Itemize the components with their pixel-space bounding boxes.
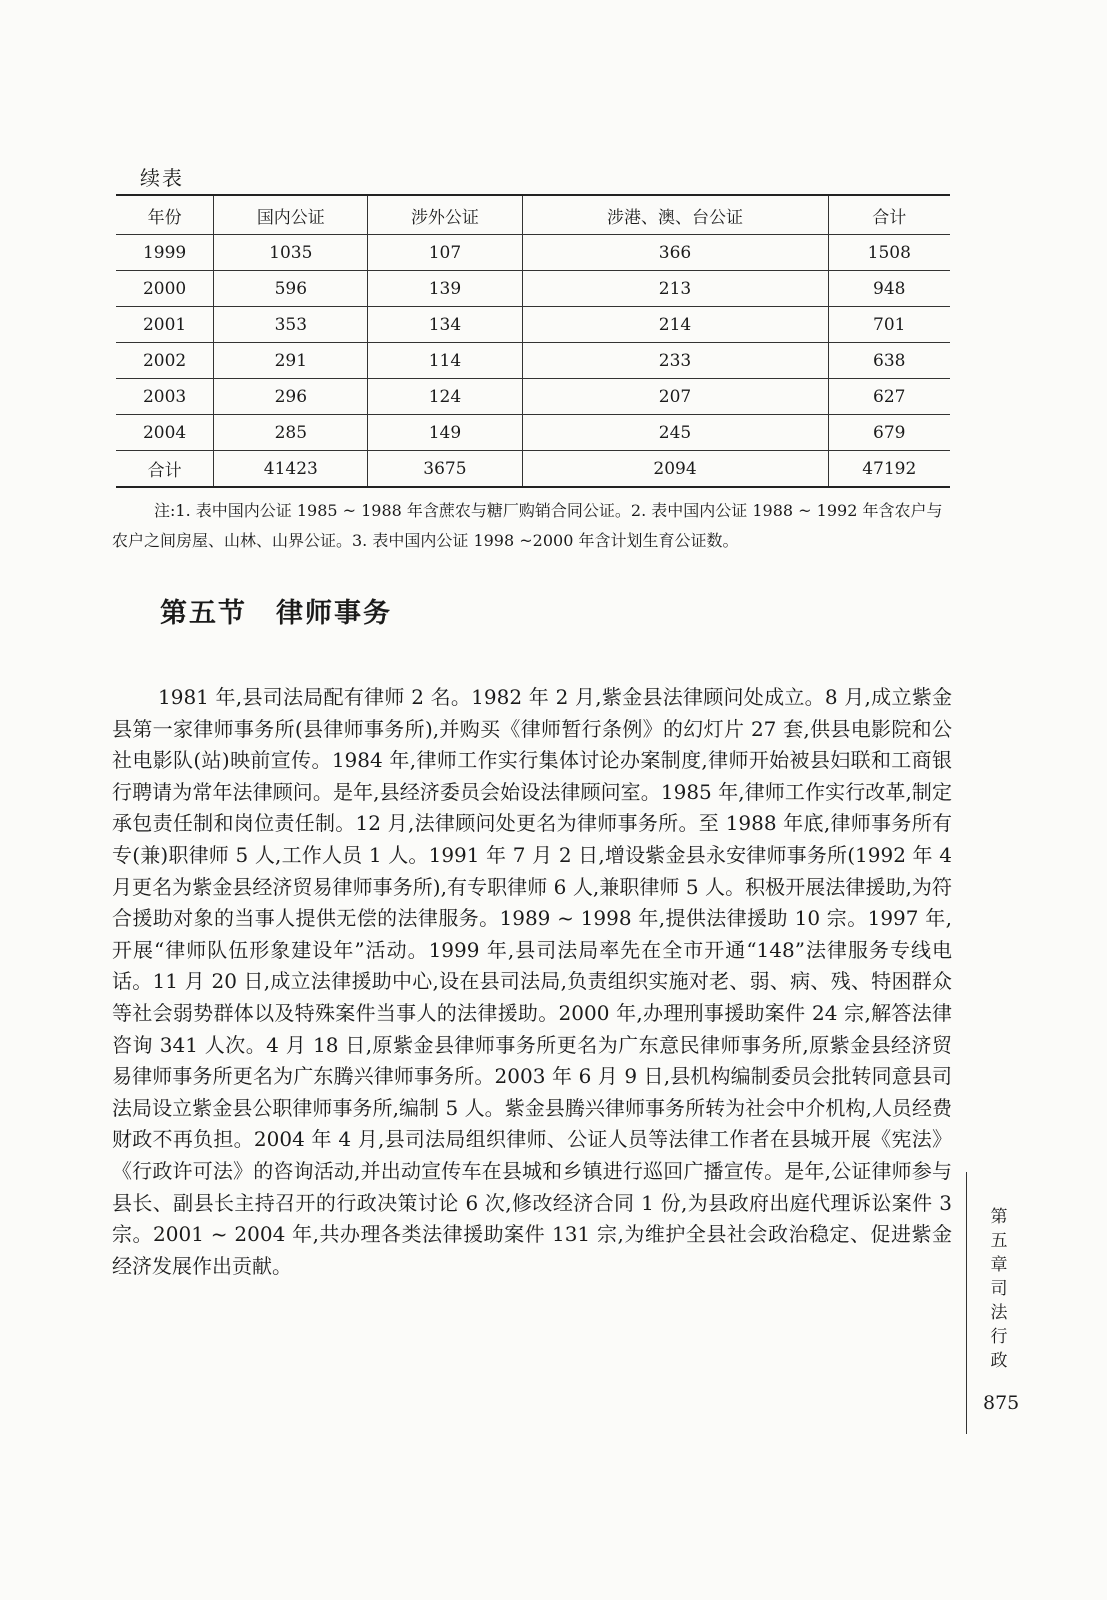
- section-body-paragraph: 1981 年,县司法局配有律师 2 名。1982 年 2 月,紫金县法律顾问处成立。8 月,成立紫金县第一家律师事务所(县律师事务所),并购买《律师暂行条例》的幻灯片 27 套,供县电影院和公社电影队(站)映前宣传。1984 年,律师工作实行集体讨论办案制度,律师开始被县妇联和工商银行聘请为常年法律顾问。是年,县经济委员会始设法律顾问室。1985 年,律师工作实行改革,制定承包责任制和岗位责任制。12 月,法律顾问处更名为律师事务所。至 1988 年底,律师事务所有专(兼)职律师 5 人,工作人员 1 人。1991 年 7 月 2 日,增设紫金县永安律师事务所(1992 年 4 月更名为紫金县经济贸易律师事务所),有专职律师 6 人,兼职律师 5 人。积极开展法律援助,为符合援助对象的当事人提供无偿的法律服务。1989 ~ 1998 年,提供法律援助 10 宗。1997 年,开展“律师队伍形象建设年”活动。1999 年,县司法局率先在全市开通“148”法律服务专线电话。11 月 20 日,成立法律援助中心,设在县司法局,负责组织实施对老、弱、病、残、特困群众等社会弱势群体以及特殊案件当事人的法律援助。2000 年,办理刑事援助案件 24 宗,解答法律咨询 341 人次。4 月 18 日,原紫金县律师事务所更名为广东意民律师事务所,原紫金县经济贸易律师事务所更名为广东腾兴律师事务所。2003 年 6 月 9 日,县机构编制委员会批转同意县司法局设立紫金县公职律师事务所,编制 5 人。紫金县腾兴律师事务所转为社会中介机构,人员经费财政不再负担。2004 年 4 月,县司法局组织律师、公证人员等法律工作者在县城开展《宪法》《行政许可法》的咨询活动,并出动宣传车在县城和乡镇进行巡回广播宣传。是年,公证律师参与县长、副县长主持召开的行政决策讨论 6 次,修改经济合同 1 份,为县政府出庭代理诉讼案件 3 宗。2001 ~ 2004 年,共办理各类法律援助案件 131 宗,为维护全县社会政治稳定、促进紫金经济发展作出贡献。: [112, 685, 952, 1278]
- table-cell: 2002: [116, 343, 214, 379]
- table-cell: 2000: [116, 271, 214, 307]
- table-cell: 2094: [522, 451, 828, 488]
- table-total-row: [116, 451, 950, 488]
- table-cell: 1508: [828, 235, 950, 271]
- column-header-foreign: 涉外公证: [368, 195, 522, 235]
- table-cell: 107: [368, 235, 522, 271]
- chapter-margin-label: 第五章 司法行政: [990, 1207, 1025, 1371]
- table-cell: 701: [828, 307, 950, 343]
- table-cell: 2001: [116, 307, 214, 343]
- table-cell: 291: [214, 343, 368, 379]
- table-cell: 2003: [116, 379, 214, 415]
- notary-statistics-table: [116, 194, 950, 488]
- table-cell: 245: [522, 415, 828, 451]
- table-row: [116, 343, 950, 379]
- table-header-row: [116, 195, 950, 235]
- table-cell: 296: [214, 379, 368, 415]
- table-continued-label: 续表: [140, 166, 184, 190]
- table-cell: 638: [828, 343, 950, 379]
- table-row: [116, 415, 950, 451]
- table-cell: 366: [522, 235, 828, 271]
- table-row: [116, 379, 950, 415]
- page-number: 875: [983, 1392, 1020, 1414]
- table-cell: 233: [522, 343, 828, 379]
- table-cell: 207: [522, 379, 828, 415]
- table-note: 注:1. 表中国内公证 1985 ~ 1988 年含蔗农与糖厂购销合同公证。2. 表中国内公证 1988 ~ 1992 年含农户与农户之间房屋、山林、山界公证。3. 表中国内公证 1998 ~2000 年含计划生育公证数。: [112, 501, 943, 550]
- table-cell: 139: [368, 271, 522, 307]
- table-cell: 1035: [214, 235, 368, 271]
- section-title: 第五节 律师事务: [160, 598, 392, 629]
- table-cell: 596: [214, 271, 368, 307]
- column-header-year: 年份: [116, 195, 214, 235]
- table-row: [116, 307, 950, 343]
- column-header-total: 合计: [828, 195, 950, 235]
- table-cell: 214: [522, 307, 828, 343]
- table-cell: 3675: [368, 451, 522, 488]
- column-header-hk-macau-taiwan: 涉港、澳、台公证: [522, 195, 828, 235]
- table-cell: 627: [828, 379, 950, 415]
- table-cell: 134: [368, 307, 522, 343]
- table-cell: 285: [214, 415, 368, 451]
- table-cell: 353: [214, 307, 368, 343]
- table-cell: 47192: [828, 451, 950, 488]
- table-cell: 2004: [116, 415, 214, 451]
- table-cell: 213: [522, 271, 828, 307]
- margin-divider: [966, 1172, 967, 1434]
- table-row: [116, 271, 950, 307]
- table-cell: 114: [368, 343, 522, 379]
- table-cell: 1999: [116, 235, 214, 271]
- column-header-domestic: 国内公证: [214, 195, 368, 235]
- table-cell: 合计: [116, 451, 214, 488]
- table-cell: 124: [368, 379, 522, 415]
- table-cell: 679: [828, 415, 950, 451]
- table-row: [116, 235, 950, 271]
- table-cell: 149: [368, 415, 522, 451]
- table-cell: 41423: [214, 451, 368, 488]
- table-cell: 948: [828, 271, 950, 307]
